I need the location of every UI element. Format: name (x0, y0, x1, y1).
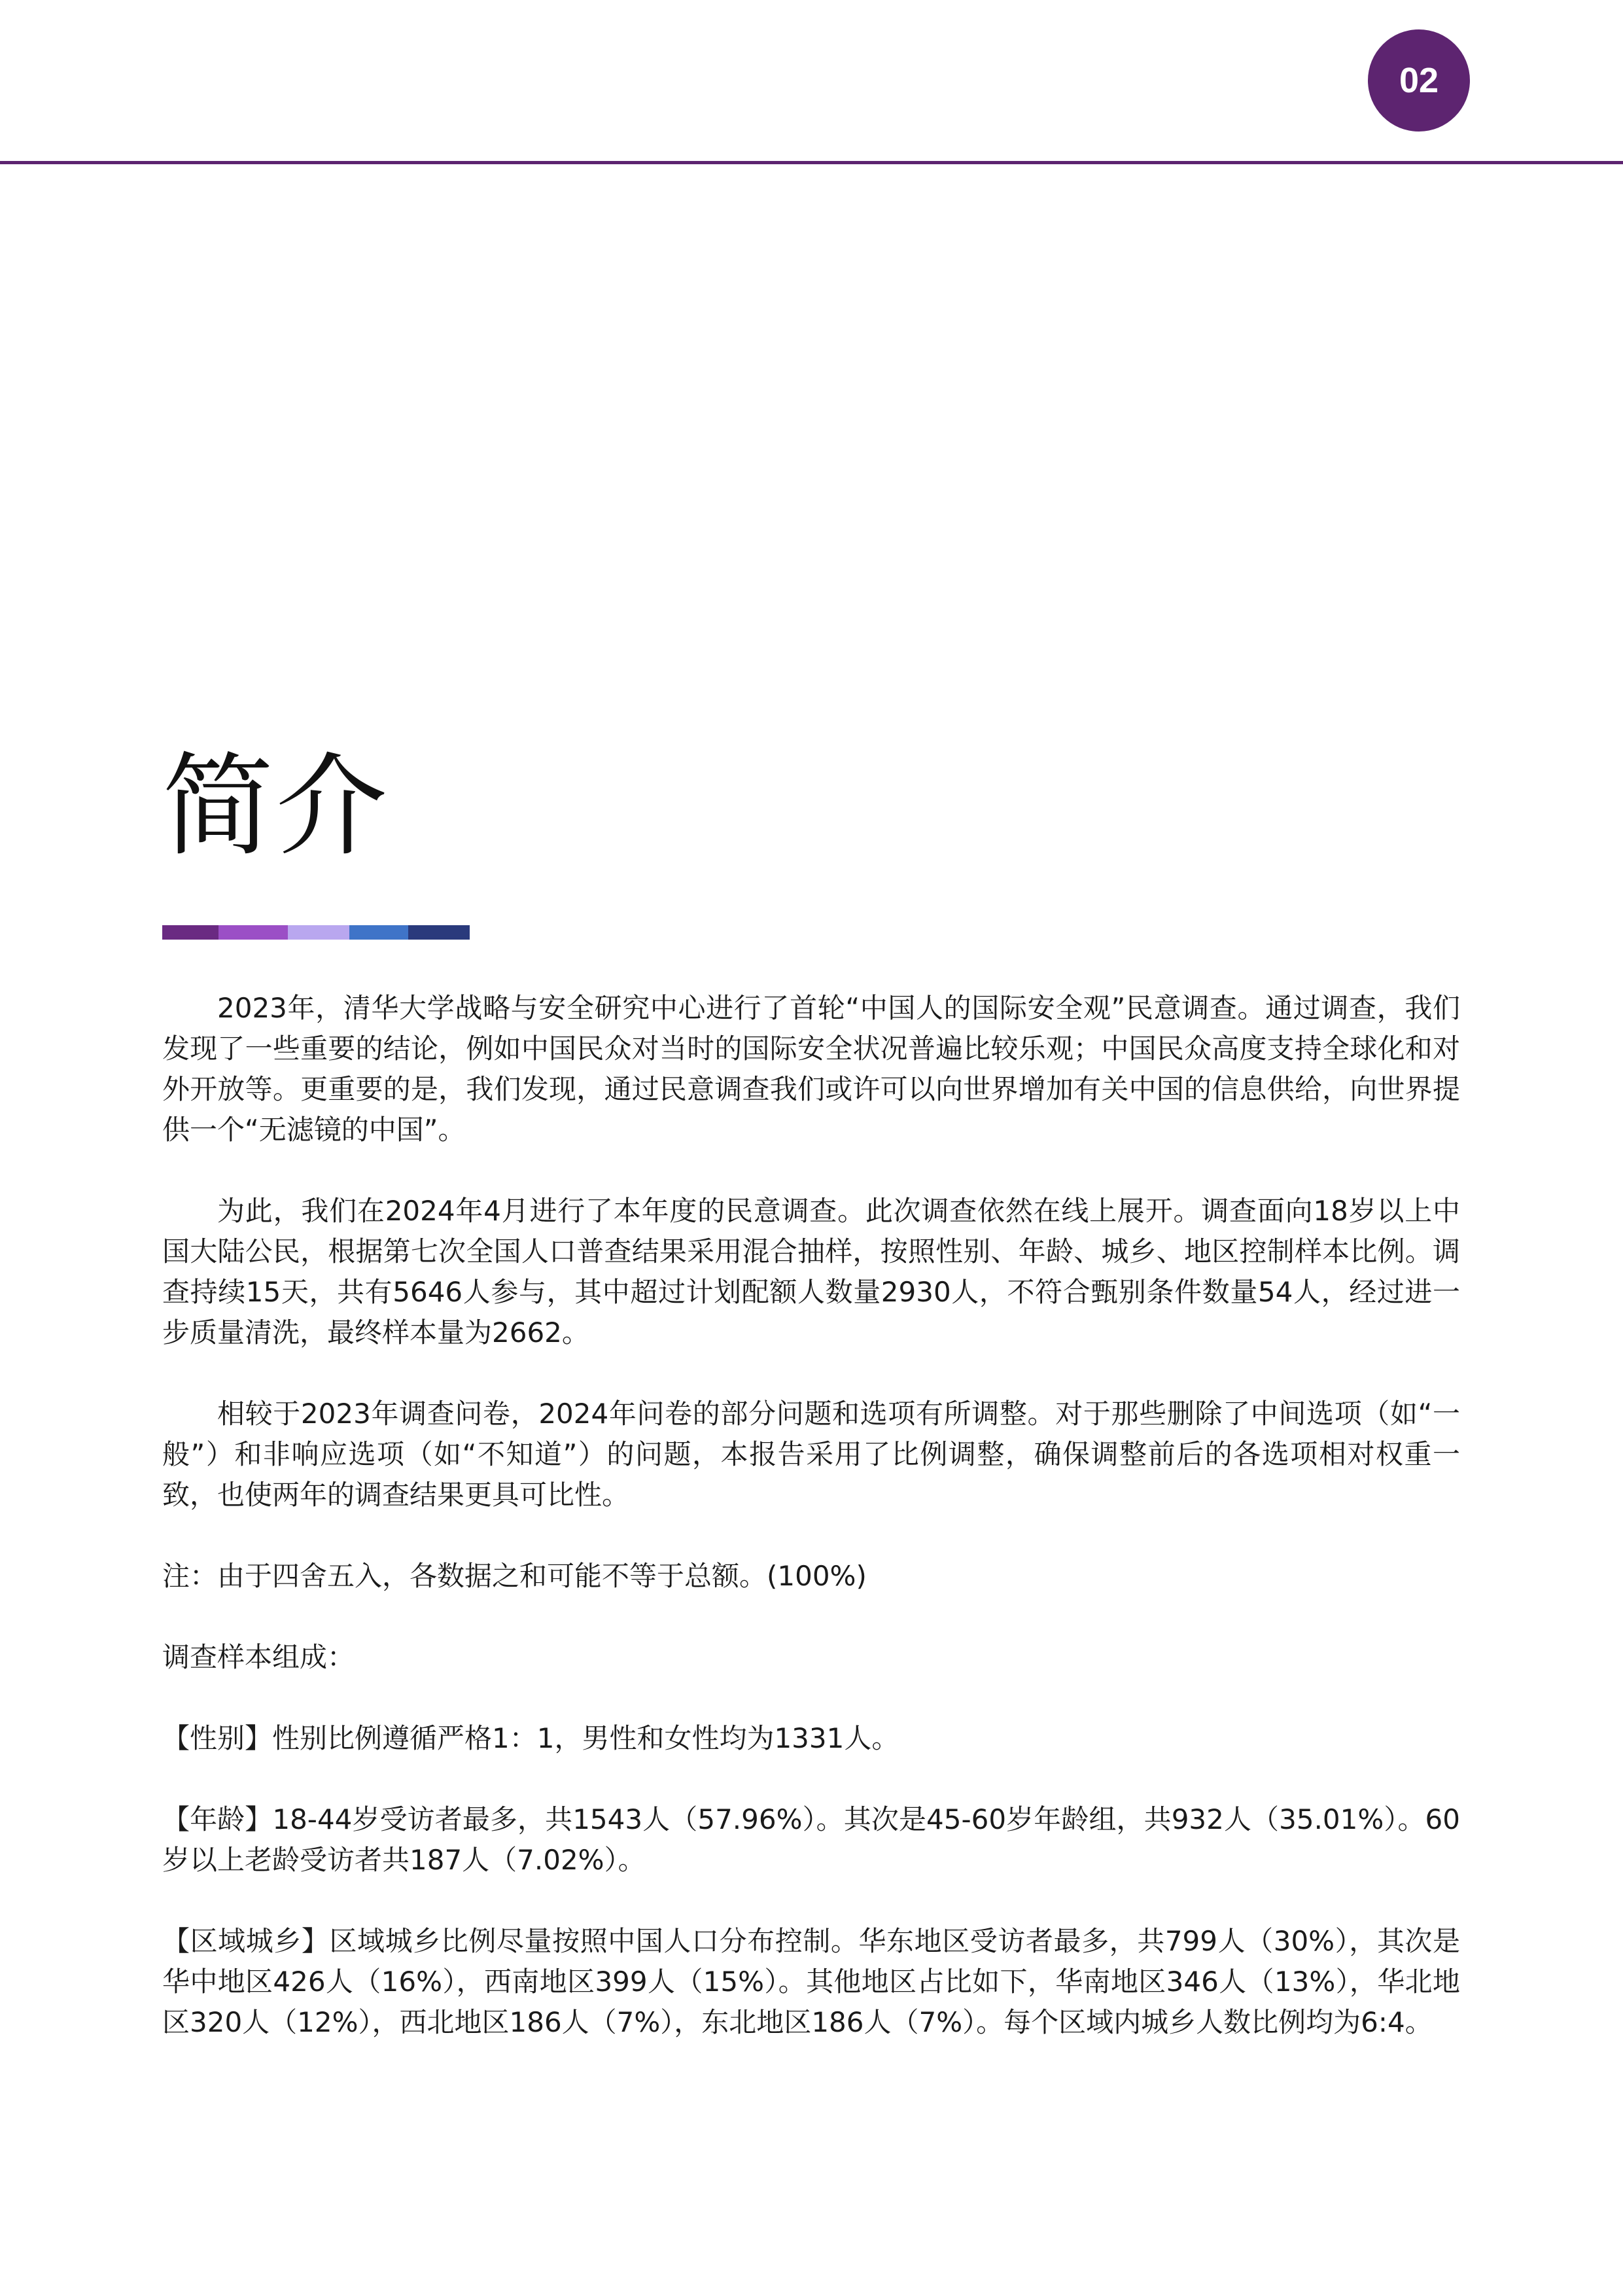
page-title: 简介 (162, 742, 391, 872)
color-segment-5 (408, 925, 470, 940)
sample-region: 【区域城乡】区域城乡比例尽量按照中国人口分布控制。华东地区受访者最多，共799人（30%），其次是华中地区426人（16%），西南地区399人（15%）。其他地区占比如下，华南地区346人（13%），华北地区320人（12%），西北地区186人（7%），东北地区186人（7%）。每个区域内城乡人数比例均为6:4。 (162, 1925, 1460, 2038)
color-segment-3 (288, 925, 349, 940)
color-segment-1 (162, 925, 218, 940)
color-segment-2 (218, 925, 288, 940)
intro-paragraph-1: 2023年，清华大学战略与安全研究中心进行了首轮“中国人的国际安全观”民意调查。通过调查，我们发现了一些重要的结论，例如中国民众对当时的国际安全状况普遍比较乐观；中国民众高度支持全球化和对外开放等。更重要的是，我们发现，通过民意调查我们或许可以向世界增加有关中国的信息供给，向世界提供一个“无滤镜的中国”。 (162, 992, 1460, 1146)
page-number: 02 (1399, 61, 1439, 100)
decorative-color-bar (162, 925, 470, 940)
color-segment-4 (349, 925, 408, 940)
sample-gender: 【性别】性别比例遵循严格1：1，男性和女性均为1331人。 (162, 1722, 899, 1754)
intro-paragraph-2: 为此，我们在2024年4月进行了本年度的民意调查。此次调查依然在线上展开。调查面向18岁以上中国大陆公民，根据第七次全国人口普查结果采用混合抽样，按照性别、年龄、城乡、地区控制样本比例。调查持续15天，共有5646人参与，其中超过计划配额人数量2930人，不符合甄别条件数量54人，经过进一步质量清洗，最终样本量为2662。 (162, 1195, 1460, 1349)
body-text (162, 988, 1460, 2083)
header-divider (0, 161, 1623, 164)
page-number-badge (1368, 29, 1470, 132)
intro-paragraph-3: 相较于2023年调查问卷，2024年问卷的部分问题和选项有所调整。对于那些删除了中间选项（如“一般”）和非响应选项（如“不知道”）的问题，本报告采用了比例调整，确保调整前后的各选项相对权重一致，也使两年的调查结果更具可比性。 (162, 1398, 1460, 1511)
rounding-note: 注：由于四舍五入，各数据之和可能不等于总额。(100%) (162, 1560, 867, 1592)
sample-composition-heading: 调查样本组成： (162, 1641, 355, 1673)
sample-age: 【年龄】18-44岁受访者最多，共1543人（57.96%）。其次是45-60岁年龄组，共932人（35.01%）。60岁以上老龄受访者共187人（7.02%）。 (162, 1803, 1460, 1876)
